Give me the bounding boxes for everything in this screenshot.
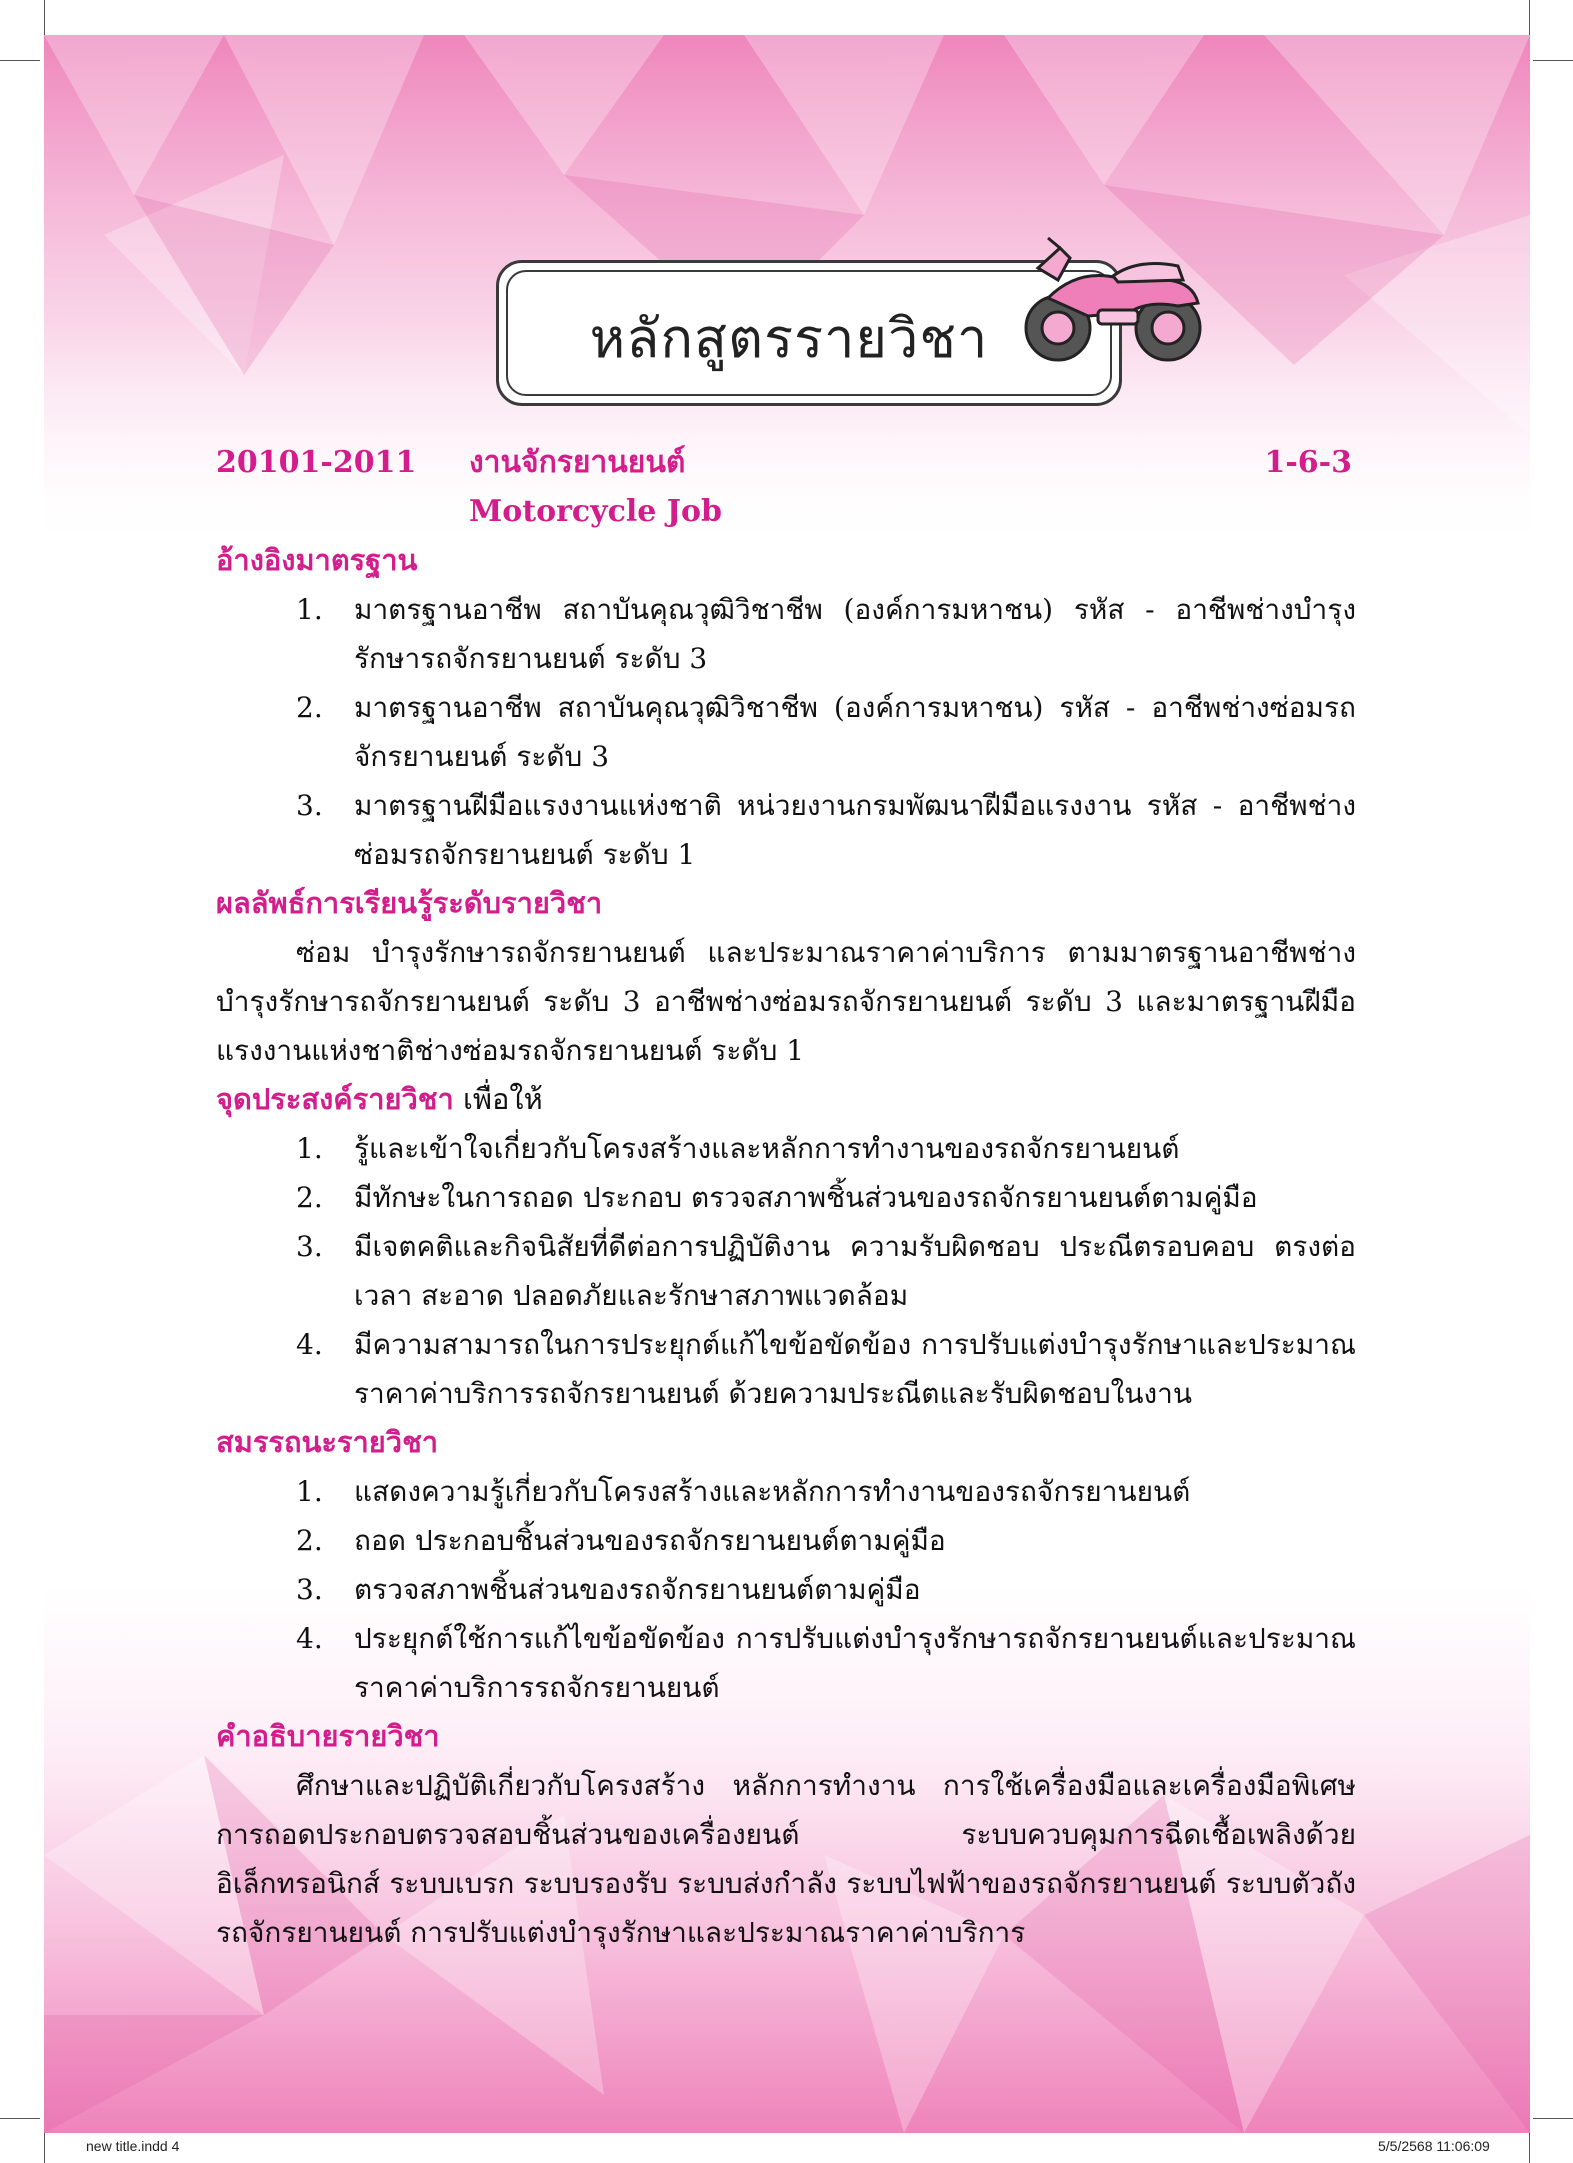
list-item: 3. ตรวจสภาพชิ้นส่วนของรถจักรยานยนต์ตามคู่มือ — [296, 1573, 921, 1606]
course-name-th: งานจักรยานยนต์ — [469, 445, 686, 480]
list-item: 4. มีความสามารถในการประยุกต์แก้ไขข้อขัดข้อง การปรับแต่งบำรุงรักษาและประมาณราคาค่าบริการรถจักรยานยนต์ ด้วยความประณีตและรับผิดชอบในงาน — [296, 1328, 1356, 1410]
crop-mark — [44, 0, 45, 40]
objectives-heading: จุดประสงค์รายวิชา เพื่อให้ — [216, 1082, 543, 1116]
standards-list — [216, 585, 1356, 879]
course-content — [216, 438, 1356, 1957]
standards-heading: อ้างอิงมาตรฐาน — [216, 543, 418, 577]
crop-mark — [1529, 0, 1530, 40]
course-name-en: Motorcycle Job — [469, 494, 722, 529]
description-heading: คำอธิบายรายวิชา — [216, 1719, 440, 1753]
list-item: 2. ถอด ประกอบชิ้นส่วนของรถจักรยานยนต์ตามคู่มือ — [296, 1524, 946, 1557]
objectives-heading-tail: เพื่อให้ — [453, 1082, 543, 1116]
list-item: 1. แสดงความรู้เกี่ยวกับโครงสร้างและหลักการทำงานของรถจักรยานยนต์ — [296, 1475, 1191, 1508]
slug-date: 5/5/2568 11:06:09 — [1378, 2138, 1490, 2154]
list-item: 1. มาตรฐานอาชีพ สถาบันคุณวุฒิวิชาชีพ (องค์การมหาชน) รหัส - อาชีพช่างบำรุงรักษารถจักรยานยนต์ ระดับ 3 — [296, 593, 1356, 675]
course-credits: 1-6-3 — [1264, 445, 1352, 480]
list-item: 4. ประยุกต์ใช้การแก้ไขข้อขัดข้อง การปรับแต่งบำรุงรักษารถจักรยานยนต์และประมาณราคาค่าบริการรถจักรยานยนต์ — [296, 1622, 1356, 1704]
slug-file: new title.indd 4 — [86, 2138, 180, 2154]
crop-mark — [0, 60, 40, 61]
motorcycle-icon — [1018, 228, 1218, 368]
crop-mark — [0, 2118, 40, 2119]
list-item: 3. มาตรฐานฝีมือแรงงานแห่งชาติ หน่วยงานกรมพัฒนาฝีมือแรงงาน รหัส - อาชีพช่างซ่อมรถจักรยานยนต์ ระดับ 1 — [296, 789, 1356, 871]
description-text: ศึกษาและปฏิบัติเกี่ยวกับโครงสร้าง หลักการทำงาน การใช้เครื่องมือและเครื่องมือพิเศษ การถอดประกอบตรวจสอบชิ้นส่วนของเครื่องยนต์ ระบบควบคุมการฉีดเชื้อเพลิงด้วยอิเล็กทรอนิกส์ ระบบเบรก ระบบรองรับ ระบบส่งกำลัง ระบบไฟฟ้าของรถจักรยานยนต์ ระบบตัวถังรถจักรยานยนต์ การปรับแต่งบำรุงรักษาและประมาณราคาค่าบริการ — [216, 1769, 1356, 1949]
outcomes-text: ซ่อม บำรุงรักษารถจักรยานยนต์ และประมาณราคาค่าบริการ ตามมาตรฐานอาชีพช่างบำรุงรักษารถจักรยานยนต์ ระดับ 3 อาชีพช่างซ่อมรถจักรยานยนต์ ระดับ 3 และมาตรฐานฝีมือแรงงานแห่งชาติช่างซ่อมรถจักรยานยนต์ ระดับ 1 — [216, 936, 1356, 1067]
competencies-list — [216, 1467, 1356, 1712]
list-item: 1. รู้และเข้าใจเกี่ยวกับโครงสร้างและหลักการทำงานของรถจักรยานยนต์ — [296, 1132, 1180, 1165]
course-code: 20101-2011 — [216, 445, 417, 480]
crop-mark — [1533, 2118, 1573, 2119]
page-title: หลักสูตรรายวิชา — [589, 307, 989, 370]
page-sheet — [44, 35, 1530, 2133]
competencies-heading: สมรรถนะรายวิชา — [216, 1425, 439, 1459]
list-item: 2. มาตรฐานอาชีพ สถาบันคุณวุฒิวิชาชีพ (องค์การมหาชน) รหัส - อาชีพช่างซ่อมรถจักรยานยนต์ ระดับ 3 — [296, 691, 1356, 773]
list-item: 3. มีเจตคติและกิจนิสัยที่ดีต่อการปฏิบัติงาน ความรับผิดชอบ ประณีตรอบคอบ ตรงต่อเวลา สะอาด ปลอดภัยและรักษาสภาพแวดล้อม — [296, 1230, 1356, 1312]
list-item: 2. มีทักษะในการถอด ประกอบ ตรวจสภาพชิ้นส่วนของรถจักรยานยนต์ตามคู่มือ — [296, 1181, 1258, 1214]
course-header — [216, 438, 1356, 536]
outcomes-heading: ผลลัพธ์การเรียนรู้ระดับรายวิชา — [216, 886, 603, 920]
crop-mark — [1533, 60, 1573, 61]
objectives-list — [216, 1124, 1356, 1418]
